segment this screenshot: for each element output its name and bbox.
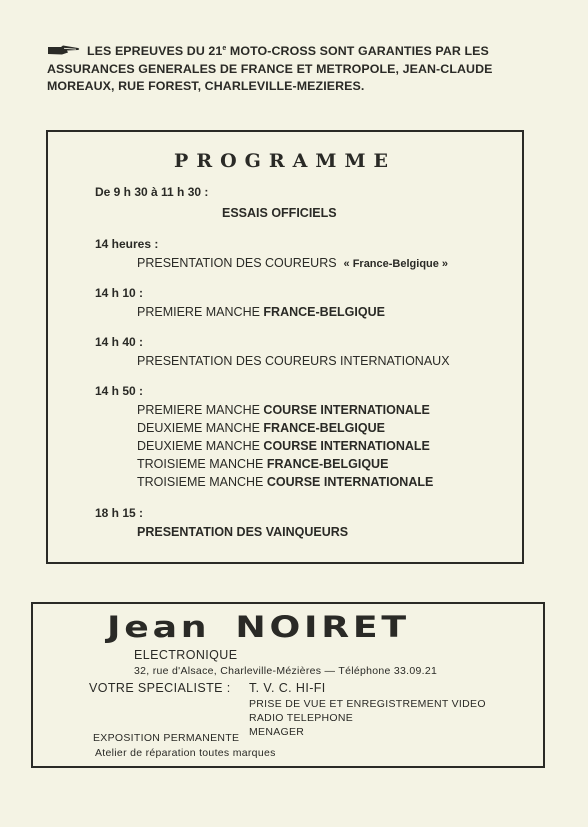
event-presentation-fb [137, 256, 448, 270]
event-bold: FRANCE-BELGIQUE [263, 421, 385, 435]
intro-line1-post: MOTO-CROSS SONT GARANTIES PAR LES [226, 44, 489, 58]
event-presentation-int: PRESENTATION DES COUREURS INTERNATIONAUX [137, 354, 450, 368]
programme-title: PROGRAMME [174, 150, 396, 172]
event-plain: PREMIERE MANCHE [137, 403, 260, 417]
brand-first: Jean [107, 610, 211, 644]
pointing-hand-icon [47, 45, 81, 55]
intro-line1-pre: LES EPREUVES DU 21 [87, 44, 223, 58]
time-block-5: 14 h 50 : [95, 384, 144, 398]
specialist-label: VOTRE SPECIALISTE : [89, 681, 231, 695]
time-block-1: De 9 h 30 à 11 h 30 : [95, 185, 209, 199]
time-block-2: 14 heures : [95, 237, 159, 251]
atelier-text: Atelier de réparation toutes marques [95, 747, 276, 759]
insurance-notice [47, 40, 547, 96]
event-bold: FRANCE-BELGIQUE [266, 457, 389, 471]
time-block-6: 18 h 15 : [95, 506, 144, 520]
brand-last: NOIRET [235, 610, 410, 644]
event-plain: TROISIEME MANCHE [137, 475, 264, 489]
service-item: PRISE DE VUE ET ENREGISTREMENT VIDEO [249, 698, 486, 710]
event-bold: FRANCE-BELGIQUE [263, 305, 385, 319]
event-plain: TROISIEME MANCHE [137, 457, 264, 471]
manche-item [137, 403, 430, 417]
service-item: MENAGER [249, 726, 305, 738]
insurance-notice-line-1 [47, 40, 547, 61]
event-bold: COURSE INTERNATIONALE [263, 403, 430, 417]
event-plain: DEUXIEME MANCHE [137, 439, 260, 453]
service-item: RADIO TELEPHONE [249, 712, 354, 724]
event-plain: PRESENTATION DES COUREURS [137, 256, 337, 270]
time-block-3: 14 h 10 : [95, 286, 144, 300]
event-plain: DEUXIEME MANCHE [137, 421, 260, 435]
event-essais: ESSAIS OFFICIELS [222, 206, 337, 220]
advert-subtitle: ELECTRONIQUE [134, 648, 238, 662]
time-block-4: 14 h 40 : [95, 335, 144, 349]
event-vainqueurs: PRESENTATION DES VAINQUEURS [137, 525, 349, 539]
manche-item [137, 421, 385, 435]
manche-item [137, 439, 430, 453]
intro-line1-sup: e [222, 45, 227, 52]
event-plain: PREMIERE MANCHE [137, 305, 260, 319]
insurance-notice-line-2: ASSURANCES GENERALES DE FRANCE ET METROPOLE, JEAN-CLAUDE [47, 61, 493, 76]
manche-item [137, 457, 388, 471]
specialist-value: T. V. C. HI-FI [249, 681, 326, 695]
brand-logo [107, 610, 410, 644]
event-bold: « France-Belgique » [343, 258, 449, 270]
event-bold: COURSE INTERNATIONALE [263, 439, 430, 453]
programme-box [46, 130, 524, 564]
event-premiere-fb [137, 305, 385, 319]
advert-address: 32, rue d'Alsace, Charleville-Mézières — Téléphone 33.09.21 [134, 665, 438, 677]
advert-box [31, 602, 545, 768]
exposition-text: EXPOSITION PERMANENTE [93, 732, 240, 744]
event-bold: COURSE INTERNATIONALE [266, 475, 434, 489]
manche-item [137, 475, 433, 489]
insurance-notice-line-3: MOREAUX, RUE FOREST, CHARLEVILLE-MEZIERES. [47, 79, 365, 93]
